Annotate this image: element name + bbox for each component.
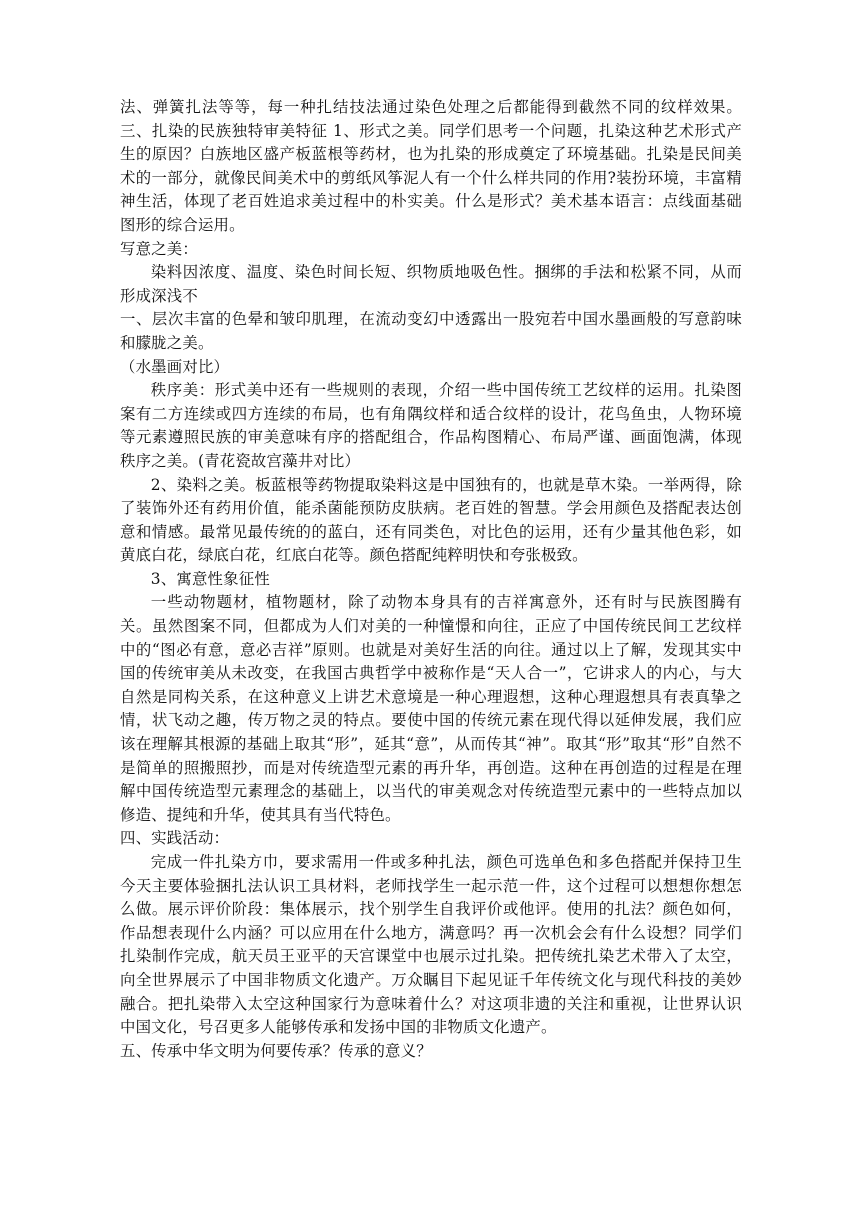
document-page — [120, 96, 742, 1063]
paragraph-dye-beauty: 2、染料之美。板蓝根等药物提取染料这是中国独有的，也就是草木染。一举两得，除了装饰外还有药用价值，能杀菌能预防皮肤病。老百姓的智慧。学会用颜色及搭配表达创意和情感。最常见最传统的的蓝白，还有同类色，对比色的运用，还有少量其他色彩，如黄底白花，绿底白花，红底白花等。颜色搭配纯粹明快和夸张极致。 — [120, 475, 742, 565]
paragraph-color-layers: 一、层次丰富的色晕和皱印肌理，在流动变幻中透露出一股宛若中国水墨画般的写意韵味和朦胧之美。 — [120, 310, 742, 352]
heading-xieyi-beauty: 写意之美： — [120, 239, 198, 258]
note-ink-painting-comparison: （水墨画对比） — [120, 357, 230, 376]
paragraph-order-beauty: 秩序美：形式美中还有一些规则的表现，介绍一些中国传统工艺纹样的运用。扎染图案有二方连续或四方连续的布局，也有角隅纹样和适合纹样的设计，花鸟鱼虫，人物环境等元素遵照民族的审美意味有序的搭配组合，作品构图精心、布局严谨、画面饱满，体现秩序之美。(青花瓷故宫藻井对比） — [120, 381, 742, 470]
paragraph-symbolism: 一些动物题材，植物题材，除了动物本身具有的吉祥寓意外，还有时与民族图腾有关。虽然图案不同，但都成为人们对美的一种憧憬和向往，正应了中国传统民间工艺纹样中的“图必有意，意必吉祥”原则。也就是对美好生活的向往。通过以上了解，发现其实中国的传统审美从未改变，在我国古典哲学中被称作是“天人合一”，它讲求人的内心，与大自然是同构关系，在这种意义上讲艺术意境是一种心理遐想，这种心理遐想具有表真挚之情，状飞动之趣，传万物之灵的特点。要使中国的传统元素在现代得以延伸发展，我们应该在理解其根源的基础上取其“形”，延其“意”，从而传其“神”。取其“形”取其“形”自然不是简单的照搬照抄，而是对传统造型元素的再升华，再创造。这种在再创造的过程是在理解中国传统造型元素理念的基础上，以当代的审美观念对传统造型元素中的一些特点加以修造、提纯和升华，使其具有当代特色。 — [120, 593, 742, 824]
heading-symbolism: 3、寓意性象征性 — [150, 569, 270, 588]
heading-inheritance: 五、传承中华文明为何要传承？传承的意义？ — [120, 1041, 432, 1060]
paragraph-practice-activity: 完成一件扎染方巾，要求需用一件或多种扎法，颜色可选单色和多色搭配并保持卫生今天主要体验捆扎法认识工具材料，老师找学生一起示范一件，这个过程可以想想你想怎么做。展示评价阶段：集体展示，找个别学生自我评价或他评。使用的扎法？颜色如何，作品想表现什么内涵？可以应用在什么地方，满意吗？再一次机会会有什么设想？同学们扎染制作完成，航天员王亚平的天宫课堂中也展示过扎染。把传统扎染艺术带入了太空，向全世界展示了中国非物质文化遗产。万众瞩目下起见证千年传统文化与现代科技的美妙融合。把扎染带入太空这种国家行为意味着什么？对这项非遗的关注和重视，让世界认识中国文化，号召更多人能够传承和发扬中国的非物质文化遗产。 — [120, 853, 742, 1037]
paragraph-form-beauty: 法、弹簧扎法等等，每一种扎结技法通过染色处理之后都能得到截然不同的纹样效果。三、扎染的民族独特审美特征 1、形式之美。同学们思考一个问题，扎染这种艺术形式产生的原因？白族地区盛产板蓝根等药材，也为扎染的形成奠定了环境基础。扎染是民间美术的一部分，就像民间美术中的剪纸风筝泥人有一个什么样共同的作用?装扮环境，丰富精神生活，体现了老百姓追求美过程中的朴实美。什么是形式？美术基本语言：点线面基础图形的综合运用。 — [120, 98, 742, 234]
heading-practice-activity: 四、实践活动： — [120, 829, 230, 848]
paragraph-dye-factors: 染料因浓度、温度、染色时间长短、织物质地吸色性。捆绑的手法和松紧不同，从而形成深浅不 — [120, 263, 742, 305]
